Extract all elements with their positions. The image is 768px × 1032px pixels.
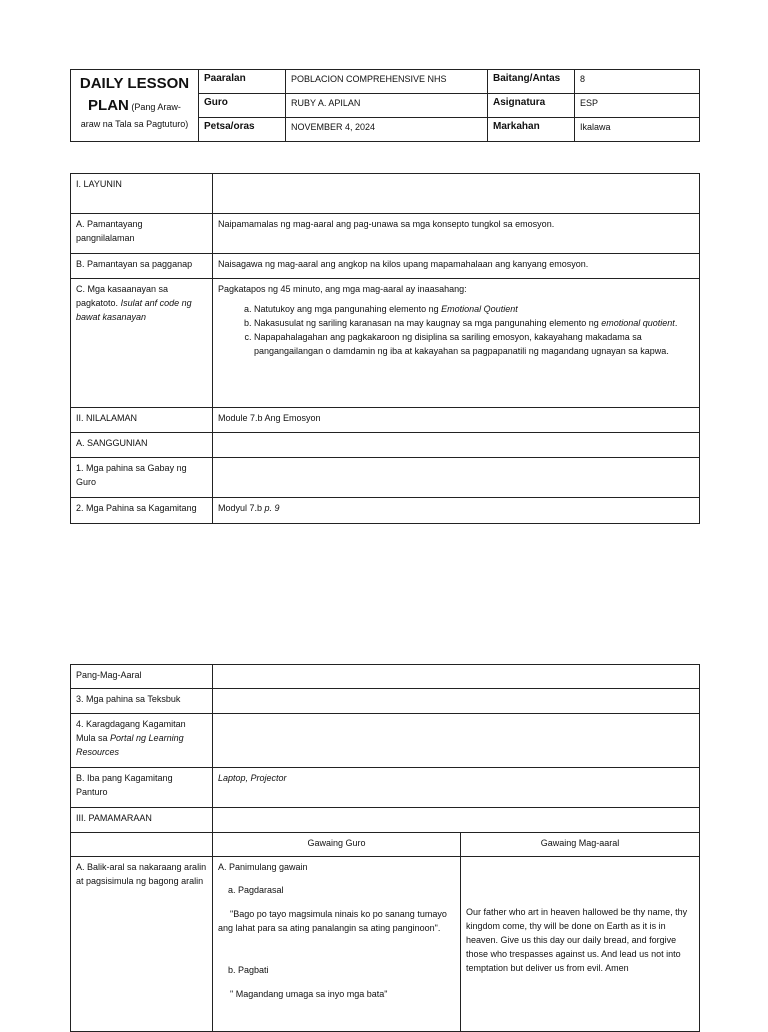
kagamitang-label: 2. Mga Pahina sa Kagamitang bbox=[71, 498, 213, 524]
balik-aral-label: A. Balik-aral sa nakaraang aralin at pagsisimula ng bagong aralin bbox=[71, 857, 213, 1032]
pamantayang-label-b: pangnilalaman bbox=[76, 233, 135, 243]
nilalaman-label: II. NILALAMAN bbox=[71, 408, 213, 433]
kasanayan-label-italic: Isulat anf code ng bawat kasanayan bbox=[76, 298, 192, 322]
pamantayang-label bbox=[71, 214, 213, 254]
pagganap-label: B. Pamantayan sa pagganap bbox=[71, 254, 213, 279]
iba-label-a: B. Iba pang Kagamitang bbox=[76, 773, 173, 783]
pang-mag-aaral-value bbox=[213, 665, 700, 689]
karagdagan-label-b: Mula sa bbox=[76, 733, 108, 743]
column-header-guro: Gawaing Guro bbox=[213, 833, 461, 857]
objective-a-text: Natutukoy ang mga pangunahing elemento ng bbox=[254, 304, 439, 314]
gabay-label-a: 1. Mga pahina sa Gabay ng bbox=[76, 463, 187, 473]
gabay-value bbox=[213, 458, 700, 498]
asignatura-value: ESP bbox=[575, 94, 700, 118]
paaralan-value: POBLACION COMPREHENSIVE NHS bbox=[286, 70, 488, 94]
guro-label: Guro bbox=[199, 94, 286, 118]
title-line2: PLAN bbox=[88, 97, 129, 114]
objective-c: c. Napapahalagahan ang pagkakaroon ng disiplina sa sariling emosyon, kakayahang makadama sa pangangailangan o damdamin ng iba at kakayahan sa pagpapanatili ng magandang ugnayan sa kapwa. bbox=[254, 330, 694, 358]
header-table bbox=[70, 69, 700, 142]
gabay-label bbox=[71, 458, 213, 498]
prayer-text: Our father who art in heaven hallowed be thy name, thy kingdom come, thy will be done on Earth as it is in heaven. Give us this day our daily bread, and forgive those who trespasses against us. And lead us not into temptation but deliver us from evil. Amen bbox=[466, 907, 688, 973]
pagbati-quote: " Magandang umaga sa inyo mga bata" bbox=[230, 989, 388, 999]
gabay-label-b: Guro bbox=[76, 477, 97, 487]
kagamitang-value-a: Modyul 7.b bbox=[218, 503, 263, 513]
guro-activity bbox=[213, 857, 461, 1032]
pang-mag-aaral-label: Pang-Mag-Aaral bbox=[71, 665, 213, 689]
layunin-label: I. LAYUNIN bbox=[71, 174, 213, 214]
layunin-value bbox=[213, 174, 700, 214]
markahan-value: Ikalawa bbox=[575, 118, 700, 142]
iba-value: Laptop, Projector bbox=[213, 768, 700, 808]
asignatura-label: Asignatura bbox=[488, 94, 575, 118]
iba-label bbox=[71, 768, 213, 808]
nilalaman-value: Module 7.b Ang Emosyon bbox=[213, 408, 700, 433]
petsa-value: NOVEMBER 4, 2024 bbox=[286, 118, 488, 142]
sanggunian-value bbox=[213, 433, 700, 458]
pagganap-value: Naisagawa ng mag-aaral ang angkop na kilos upang mapamahalaan ang kanyang emosyon. bbox=[213, 254, 700, 279]
objective-b: b. Nakasusulat ng sariling karanasan na may kaugnay sa mga pangunahing elemento ng emotional quotient. bbox=[254, 316, 694, 330]
pamantayang-value: Naipamamalas ng mag-aaral ang pag-unawa sa mga konsepto tungkol sa emosyon. bbox=[213, 214, 700, 254]
paaralan-label: Paaralan bbox=[199, 70, 286, 94]
karagdagan-label-a: 4. Karagdagang Kagamitan bbox=[76, 719, 186, 729]
iba-label-b: Panturo bbox=[76, 787, 108, 797]
karagdagan-value bbox=[213, 714, 700, 768]
objective-a-italic: Emotional Qoutient bbox=[441, 304, 518, 314]
objective-a bbox=[254, 302, 694, 316]
lesson-plan-title bbox=[71, 70, 199, 142]
objectives-list bbox=[218, 302, 694, 358]
baitang-label: Baitang/Antas bbox=[488, 70, 575, 94]
kagamitang-value-b: p. 9 bbox=[264, 503, 280, 513]
guro-value: RUBY A. APILAN bbox=[286, 94, 488, 118]
pamantayang-label-a: A. Pamantayang bbox=[76, 219, 143, 229]
markahan-label: Markahan bbox=[488, 118, 575, 142]
procedure-table bbox=[70, 664, 700, 1032]
kagamitang-value bbox=[213, 498, 700, 524]
karagdagan-label bbox=[71, 714, 213, 768]
title-line1: DAILY LESSON bbox=[79, 75, 190, 92]
title-paren-a: (Pang Araw- bbox=[131, 102, 181, 112]
panimulang-gawain: A. Panimulang gawain bbox=[218, 862, 308, 872]
teksbuk-label: 3. Mga pahina sa Teksbuk bbox=[71, 689, 213, 714]
kasanayan-value bbox=[213, 279, 700, 408]
title-paren-b: araw na Tala sa Pagtuturo) bbox=[80, 119, 189, 129]
karagdagan-label-italic: Portal ng Learning Resources bbox=[76, 733, 184, 757]
kasanayan-label-b: pagkatoto. bbox=[76, 298, 119, 308]
teksbuk-value bbox=[213, 689, 700, 714]
baitang-value: 8 bbox=[575, 70, 700, 94]
pamamaraan-value bbox=[213, 808, 700, 833]
pagbati-heading: b. Pagbati bbox=[228, 965, 269, 975]
pamamaraan-label: III. PAMAMARAAN bbox=[71, 808, 213, 833]
column-header-mag-aaral: Gawaing Mag-aaral bbox=[461, 833, 700, 857]
petsa-label: Petsa/oras bbox=[199, 118, 286, 142]
sanggunian-label: A. SANGGUNIAN bbox=[71, 433, 213, 458]
kasanayan-label-a: C. Mga kasaanayan sa bbox=[76, 284, 169, 294]
objective-b-text: Nakasusulat ng sariling karanasan na may kaugnay sa mga pangunahing elemento ng bbox=[254, 318, 599, 328]
pagdarasal-quote: "Bago po tayo magsimula ninais ko po sanang tumayo ang lahat para sa ating panalangin sa ating panginoon". bbox=[218, 909, 447, 933]
objective-b-italic: emotional quotient bbox=[601, 318, 675, 328]
objectives-table bbox=[70, 173, 700, 524]
pagdarasal-heading: a. Pagdarasal bbox=[228, 885, 284, 895]
kasanayan-intro: Pagkatapos ng 45 minuto, ang mga mag-aaral ay inaasahang: bbox=[218, 284, 467, 294]
mag-aaral-activity bbox=[461, 857, 700, 1032]
column-header-blank bbox=[71, 833, 213, 857]
kasanayan-label bbox=[71, 279, 213, 408]
